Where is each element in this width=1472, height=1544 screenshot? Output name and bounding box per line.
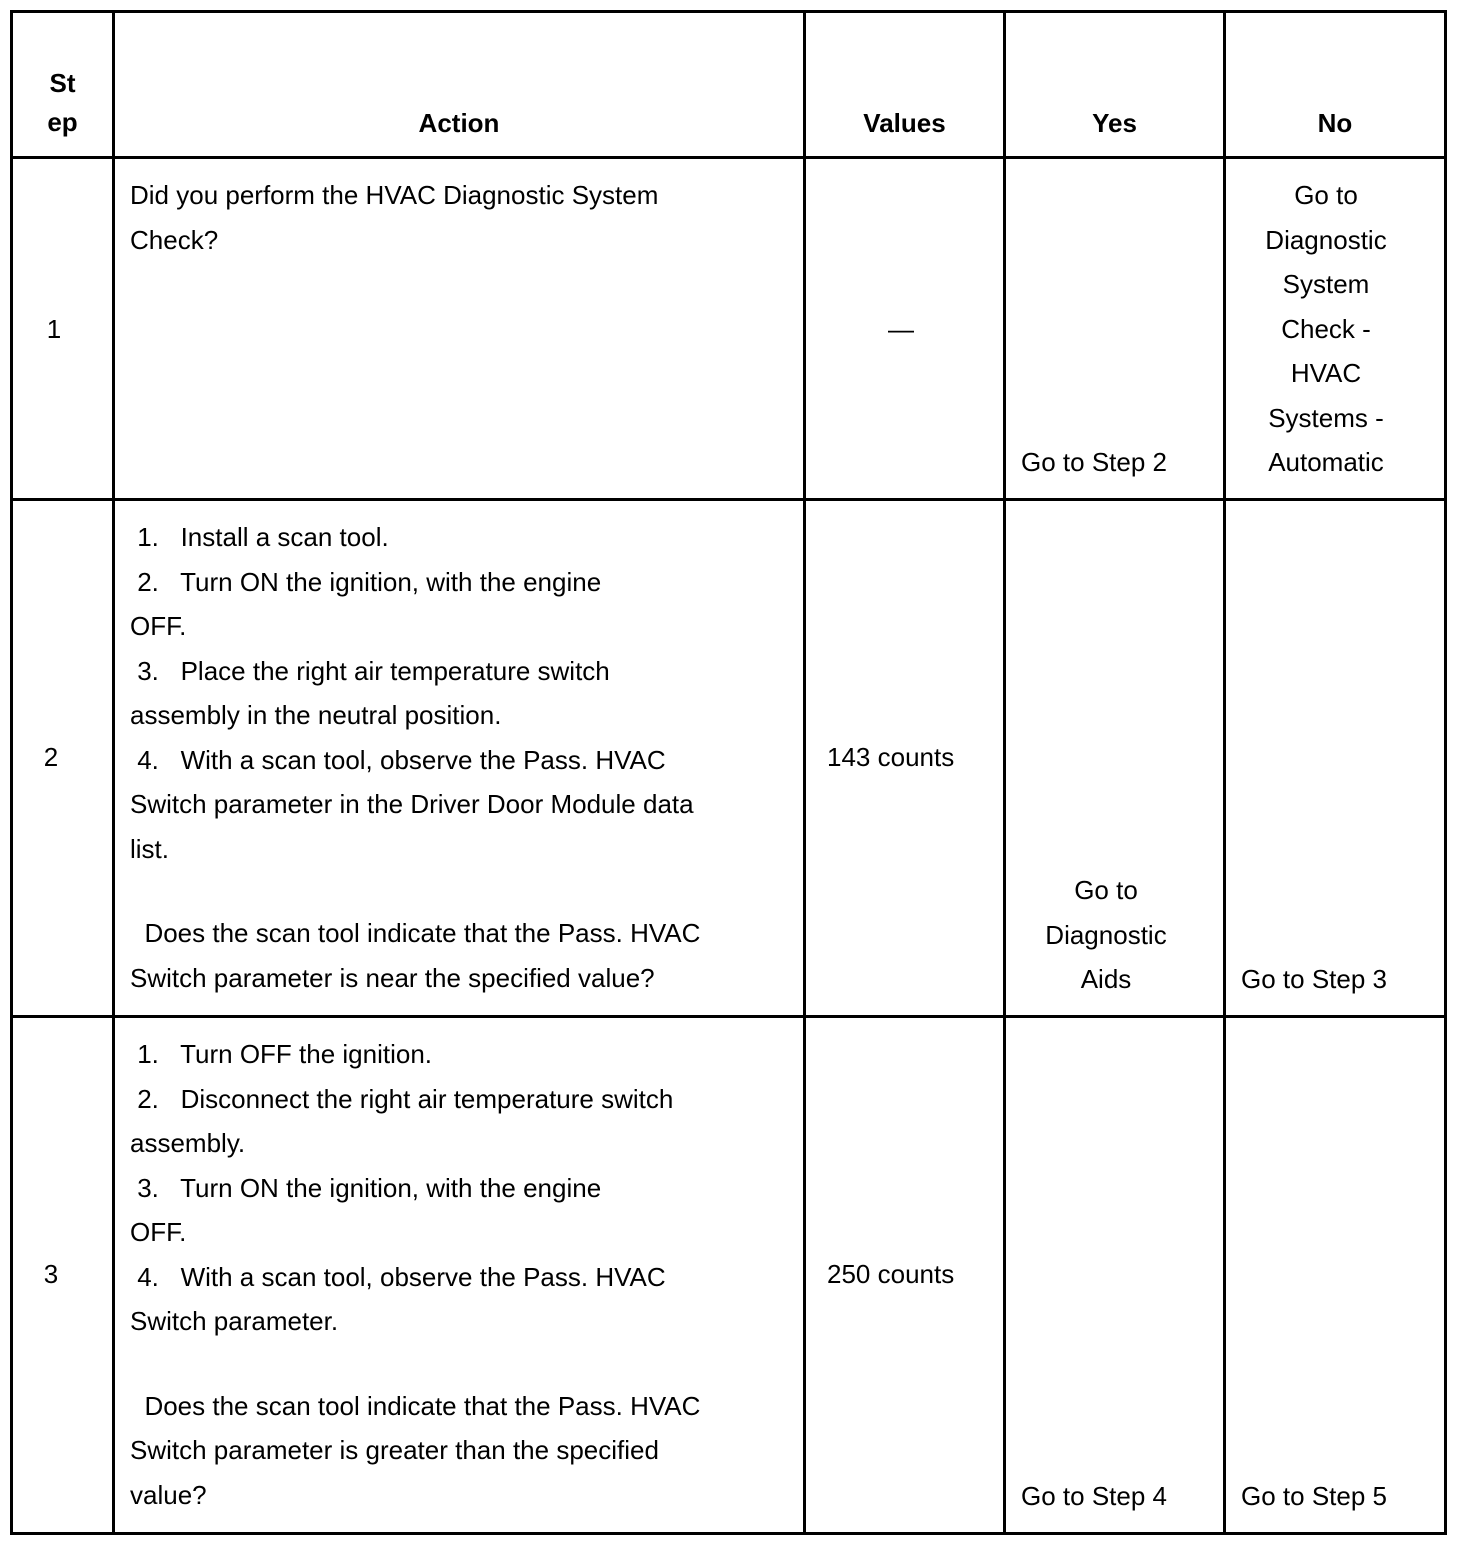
header-step-line-2: ep [47,107,78,137]
row-3-no [1241,1474,1441,1519]
row-2-yes-line-1: Go to [1074,875,1138,905]
row-2-action-line-7: Switch parameter in the Driver Door Module data [130,789,694,819]
row-1-value: — [888,314,914,344]
row-3-yes [1021,1474,1221,1519]
row-1-action-line-1: Did you perform the HVAC Diagnostic System [130,180,659,210]
row-divider-1 [10,498,1447,501]
row-2-action-line-8: list. [130,833,169,864]
row-1-no-line-2: Diagnostic [1265,224,1387,255]
row-3-action-line-4: 3. Turn ON the ignition, with the engine [130,1172,602,1203]
row-1-no-line-5: HVAC [1290,358,1362,388]
row-3-action-line-6: 4. With a scan tool, observe the Pass. HVAC [130,1261,666,1292]
row-2-action-line-9: Does the scan tool indicate that the Pass. HVAC [130,918,701,948]
row-2-action-line-1: 1. Install a scan tool. [130,522,389,552]
row-3-action-line-10: value? [130,1479,207,1510]
row-1-action [130,173,800,262]
row-2-yes-line-3: Aids [1080,964,1132,994]
row-2-value: 143 counts [827,742,955,772]
header-step-line-1: St [49,68,76,98]
row-2-action-line-5: assembly in the neutral position. [130,700,502,730]
row-2-action-line-4: 3. Place the right air temperature switch [130,655,610,686]
table-border-bottom [10,1532,1447,1535]
header-divider [10,156,1447,159]
row-1-step: 1 [46,314,62,344]
row-1-action-line-2: Check? [130,224,219,255]
row-2-action-line-6: 4. With a scan tool, observe the Pass. HVAC [130,744,666,775]
col-divider-action [803,10,806,1535]
row-1-no-line-3: System [1282,269,1370,299]
header-values: Values [863,108,946,138]
col-divider-step [112,10,115,1535]
header-yes: Yes [1092,108,1137,138]
row-3-action-line-2: 2. Disconnect the right air temperature switch [130,1083,674,1114]
row-3-action-line-9: Switch parameter is greater than the specified [130,1435,659,1465]
row-1-no-line-1: Go to [1294,180,1358,210]
row-3-action-line-3: assembly. [130,1128,246,1158]
row-1-yes-line-1: Go to Step 2 [1021,447,1167,477]
header-action: Action [418,108,500,138]
row-1-no [1226,173,1426,485]
row-3-action-line-8: Does the scan tool indicate that the Pass. HVAC [130,1390,701,1421]
row-3-action-line-5: OFF. [130,1217,187,1247]
row-3-action-line-1: 1. Turn OFF the ignition. [130,1039,433,1069]
row-3-value: 250 counts [827,1259,955,1289]
header-no: No [1317,108,1353,138]
row-3-action [130,1032,800,1517]
row-3-yes-line-1: Go to Step 4 [1021,1481,1167,1511]
row-2-action-line-3: OFF. [130,611,187,641]
row-divider-2 [10,1015,1447,1018]
row-3-no-line-1: Go to Step 5 [1241,1481,1387,1511]
row-1-no-line-4: Check - [1281,313,1371,344]
row-2-action [130,515,800,1000]
row-2-no-line-1: Go to Step 3 [1241,964,1387,994]
row-2-action-line-2: 2. Turn ON the ignition, with the engine [130,566,602,597]
row-1-yes [1021,440,1221,485]
col-divider-values [1003,10,1006,1535]
row-2-no [1241,957,1441,1002]
row-2-step: 2 [43,742,59,772]
row-2-yes [1006,868,1206,1002]
row-3-action-line-7: Switch parameter. [130,1306,339,1336]
row-2-action-line-10: Switch parameter is near the specified value? [130,962,655,993]
row-2-yes-line-2: Diagnostic [1045,919,1167,950]
header-step [13,64,112,142]
row-1-no-line-6: Systems - [1268,402,1384,433]
row-1-no-line-7: Automatic [1268,447,1384,477]
row-3-step: 3 [43,1259,59,1289]
table-border-right [1444,10,1447,1535]
table-border-top [10,10,1447,13]
